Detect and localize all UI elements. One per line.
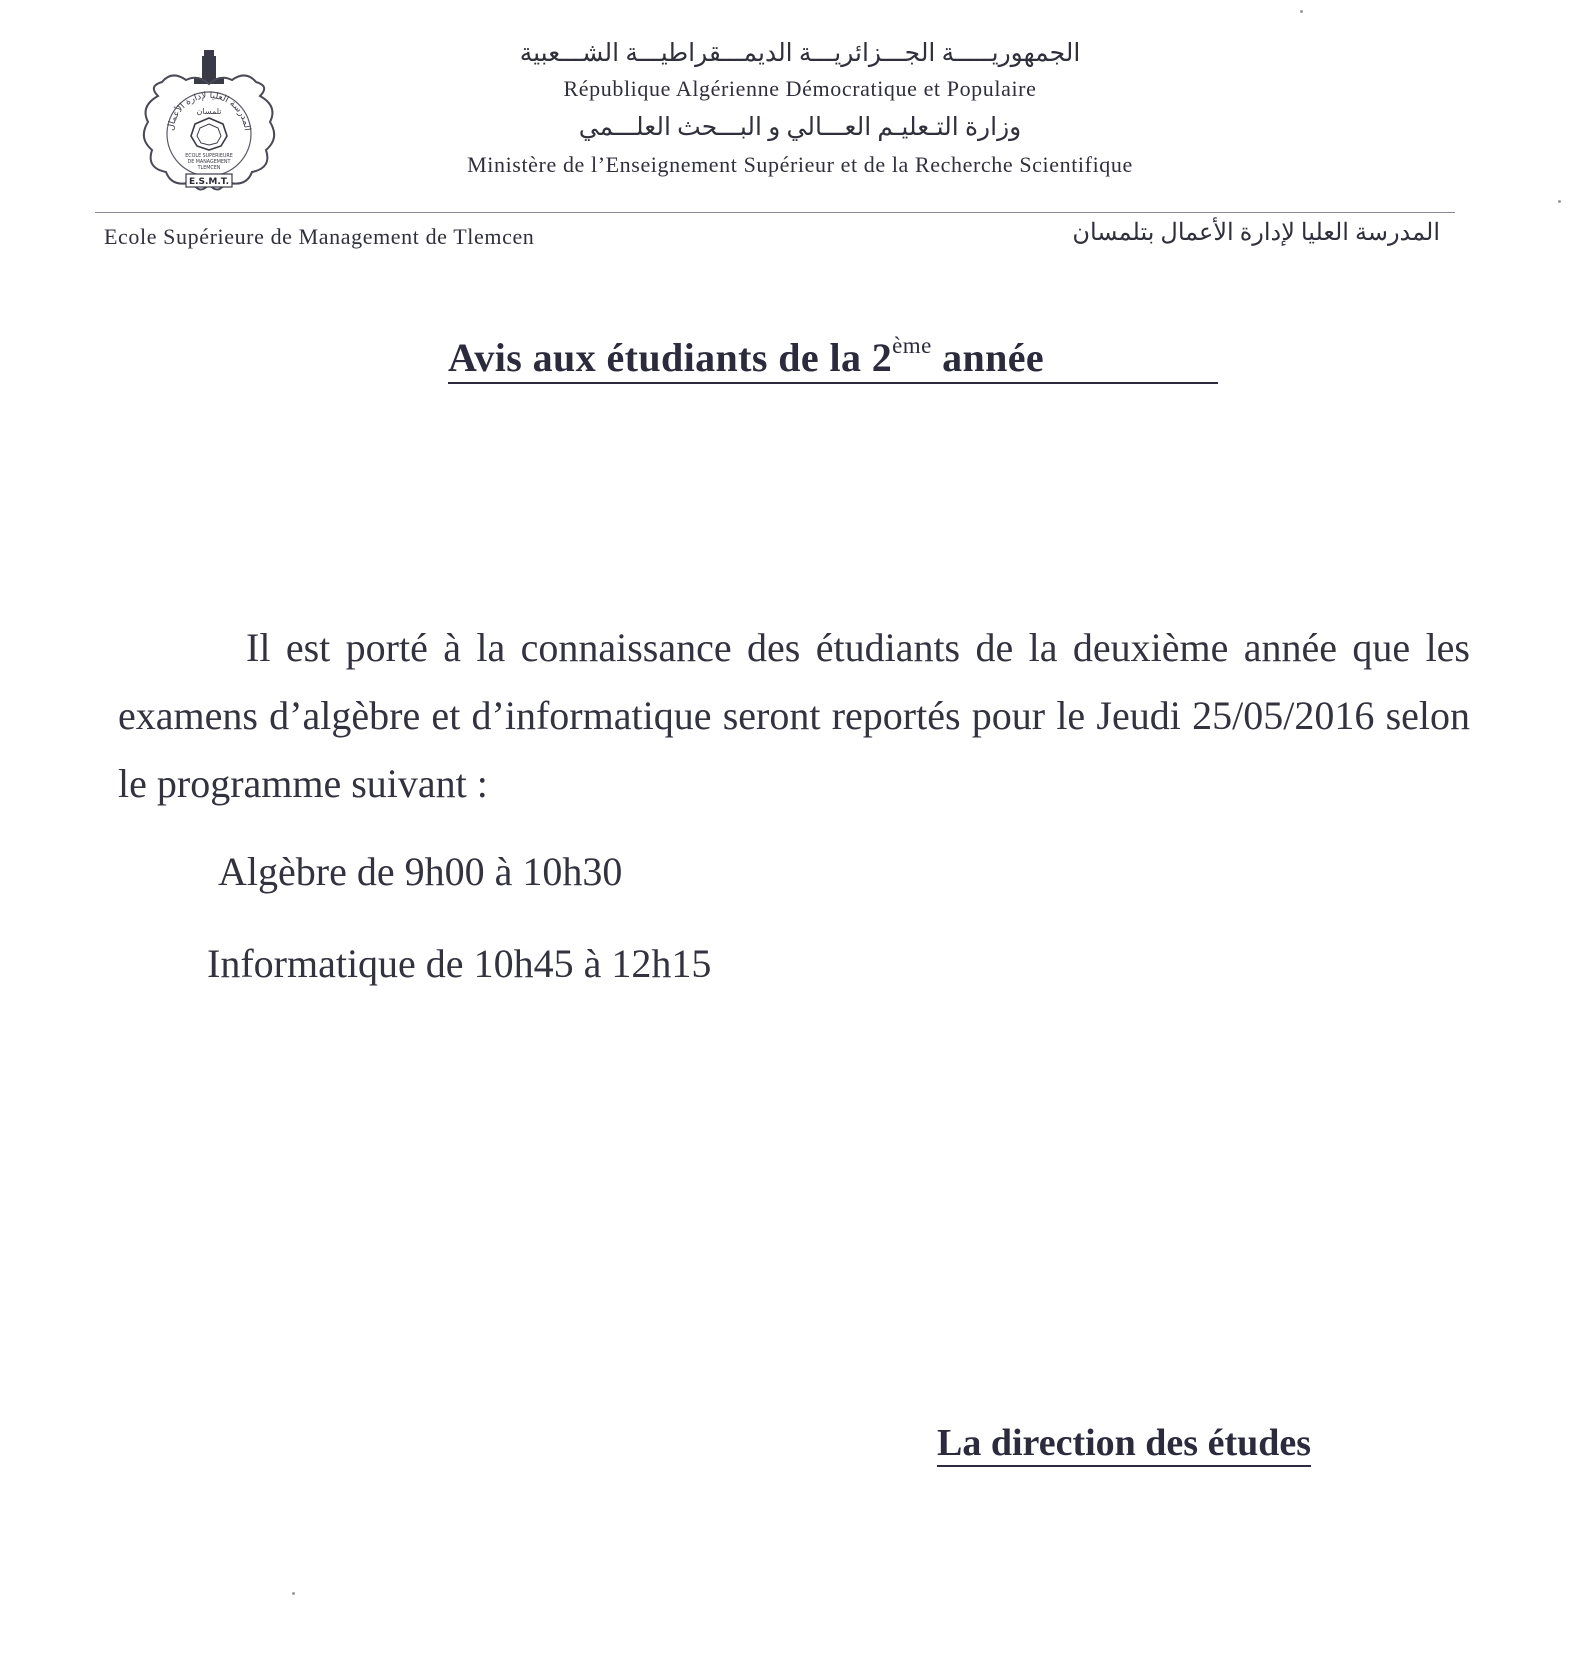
notice-title-prefix: Avis aux étudiants de la 2 — [448, 335, 893, 380]
scan-speck — [1300, 10, 1303, 13]
signature: La direction des études — [937, 1421, 1311, 1467]
notice-title-superscript: ème — [892, 333, 932, 358]
schedule-item-informatique: Informatique de 10h45 à 12h15 — [207, 941, 712, 986]
school-name-arabic: المدرسة العليا لإدارة الأعمال بتلمسان — [1072, 220, 1440, 246]
scan-speck — [292, 1592, 295, 1595]
header-french-republic: République Algérienne Démocratique et Populaire — [563, 76, 1037, 101]
logo-inner-line-2: DE MANAGEMENT — [187, 160, 231, 165]
header-french-ministry: Ministère de l’Enseignement Supérieur et de la Recherche Scientifique — [467, 152, 1133, 177]
header-arabic-ministry: وزارة التـعليـم العـــالي و البـــحث العلـــمي — [578, 114, 1022, 141]
logo-ring-text: المدرسة العليا لإدارة الأعمال — [166, 90, 252, 132]
schedule-item-algebra: Algèbre de 9h00 à 10h30 — [218, 849, 623, 894]
header-arabic-republic: الجمهوريـــــة الجـــزائريـــة الديمـــقراطيـــة الشـــعبية — [519, 40, 1081, 67]
logo-city-text: تلمسان — [196, 107, 222, 116]
logo-acronym: E.S.M.T. — [188, 177, 230, 187]
logo-inner-line-3: TLEMCEN — [197, 166, 221, 171]
notice-body: Il est porté à la connaissance des étudiants de la deuxième année que les examens d’algèbre et d’informatique seront reportés pour le Jeudi 25/05/2016 selon le programme suivant : — [118, 625, 1470, 806]
notice-title — [448, 334, 1218, 384]
logo-inner-line-1: ECOLE SUPERIEURE — [185, 154, 233, 159]
school-name-french: Ecole Supérieure de Management de Tlemcen — [104, 224, 535, 249]
scan-speck — [1558, 200, 1561, 203]
notice-title-suffix: année — [931, 335, 1045, 380]
header-divider — [95, 212, 1455, 213]
school-logo — [128, 46, 290, 200]
